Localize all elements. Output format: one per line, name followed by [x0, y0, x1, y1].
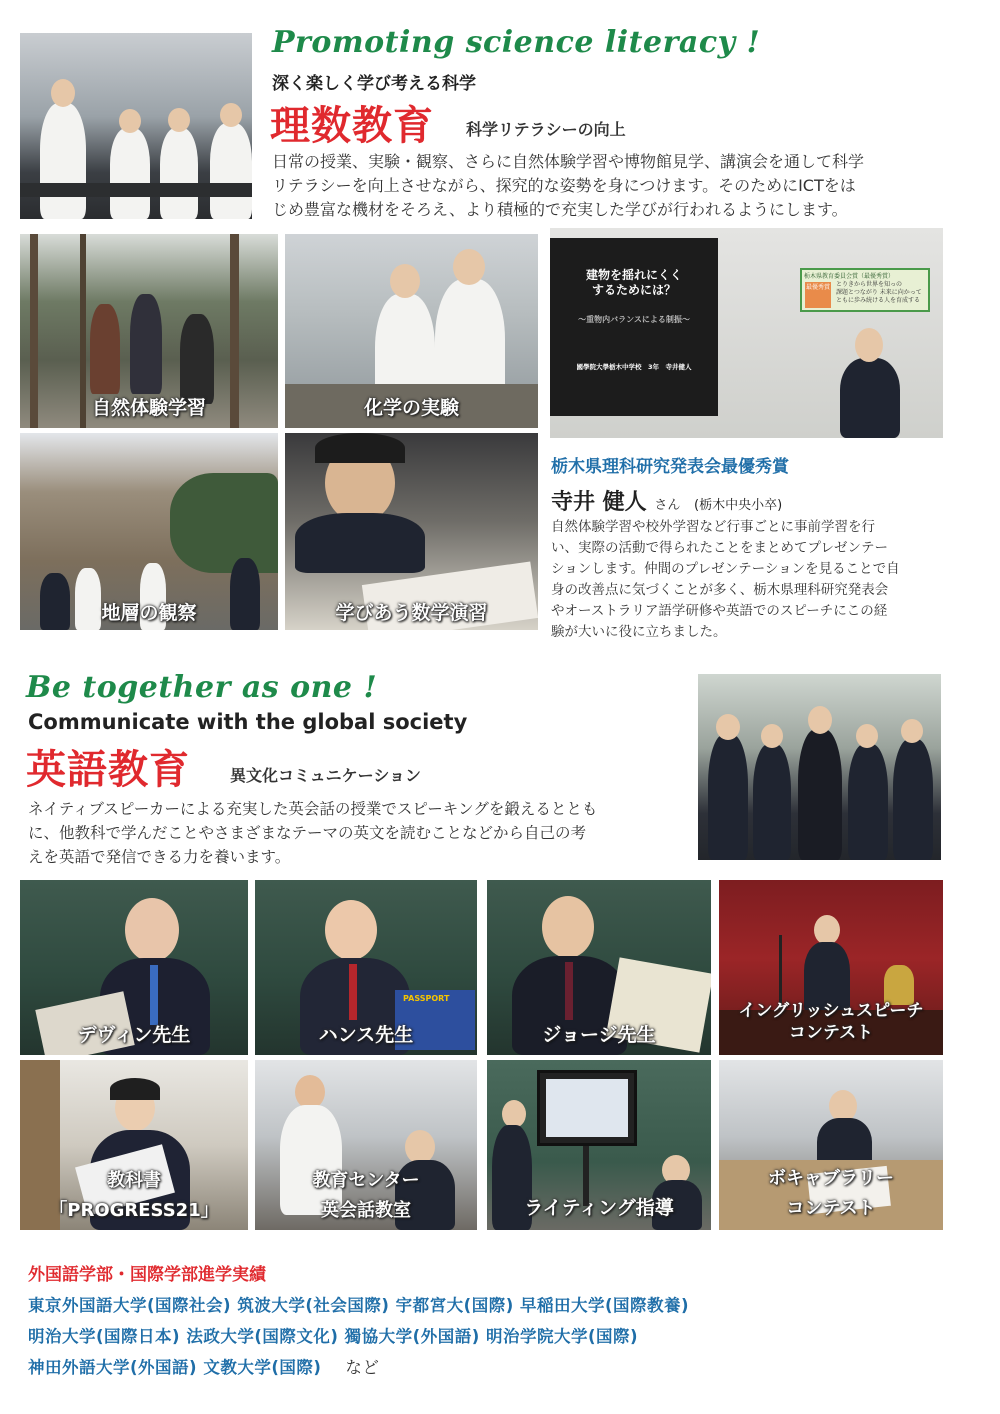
devin-photo [20, 880, 248, 1055]
science-paragraph [272, 150, 972, 222]
student-suffix: さん [654, 498, 681, 513]
results-etc: など [345, 1358, 380, 1377]
english-title: 英語教育 [26, 747, 190, 793]
poster-line: ともに歩み続ける人を育成する [836, 297, 921, 304]
english-title-sub: 異文化コミュニケーション [230, 766, 422, 785]
english-script-title: Be together as one ! [26, 670, 378, 705]
speech-caption-line: イングリッシュスピーチ [738, 1001, 924, 1021]
center-photo [255, 1060, 477, 1230]
testimonial-line: 験が大いに役に立ちました。 [551, 624, 727, 640]
center-caption-line: 教育センター [312, 1170, 420, 1191]
writing-caption: ライティング指導 [524, 1197, 674, 1219]
science-title: 理数教育 [270, 103, 434, 149]
slide-line: するためには？ [591, 283, 676, 297]
math-caption: 学びあう数学演習 [335, 602, 488, 624]
devin-caption: デヴィン先生 [77, 1024, 191, 1046]
testimonial-line: ションします。仲間のプレゼンテーションを見ることで自 [551, 561, 900, 577]
george-caption: ジョージ先生 [542, 1024, 656, 1046]
testimonial [551, 517, 971, 643]
vocab-caption [719, 1164, 943, 1224]
science-title-sub: 科学リテラシーの向上 [466, 120, 626, 139]
results-line-text: 神田外語大学(外国語) 文教大学(国際) [28, 1358, 322, 1377]
presentation-photo [550, 228, 943, 438]
results-line: 明治大学(国際日本) 法政大学(国際文化) 獨協大学(外国語) 明治学院大学(国際) [28, 1327, 639, 1346]
stratum-photo [20, 433, 278, 630]
science-script-title: Promoting science literacy ! [272, 25, 761, 60]
poster-title: 栃木県教育委員会賞（最優秀賞） [804, 273, 895, 280]
testimonial-line: やオーストラリア語学研修や英語でのスピーチにこの経 [551, 603, 888, 619]
center-caption-line: 英会話教室 [321, 1200, 411, 1221]
vocab-caption-line: コンテスト [786, 1198, 876, 1219]
group-photo [698, 674, 941, 860]
science-paragraph-line: 日常の授業、実験・観察、さらに自然体験学習や博物館見学、講演会を通して科学 [272, 152, 865, 171]
textbook-caption [20, 1166, 248, 1226]
speech-caption-line: コンテスト [788, 1023, 874, 1043]
textbook-photo [20, 1060, 248, 1230]
student-school: (栃木中央小卒) [694, 498, 783, 513]
textbook-caption-line: 教科書 [107, 1170, 161, 1191]
testimonial-line: い、実際の活動で得られたことをまとめてプレゼンテー [551, 540, 888, 556]
slide-author: 國學院大學栃木中学校 3年 寺井健人 [576, 363, 692, 371]
vocab-caption-line: ボキャブラリー [768, 1168, 894, 1189]
award-title: 栃木県理科研究発表会最優秀賞 [551, 457, 789, 477]
testimonial-line: 自然体験学習や校外学習など行事ごとに事前学習を行 [551, 519, 875, 535]
textbook-caption-line: 「PROGRESS21」 [49, 1200, 219, 1221]
stratum-caption: 地層の観察 [101, 602, 197, 624]
english-subtitle: Communicate with the global society [28, 710, 468, 734]
poster-line: 課題とつながり 未来に向かって [836, 289, 922, 296]
george-photo [487, 880, 711, 1055]
speech-photo [719, 880, 943, 1055]
chemistry-photo [285, 234, 538, 428]
results-line: 東京外国語大学(国際社会) 筑波大学(社会国際) 宇都宮大(国際) 早稲田大学(国際教養) [28, 1296, 690, 1315]
science-paragraph-line: じめ豊富な機材をそろえ、より積極的で充実した学びが行われるようにします。 [272, 200, 848, 219]
hans-caption: ハンス先生 [318, 1024, 414, 1046]
nature-photo [20, 234, 278, 428]
english-paragraph-line: えを英語で発信できる力を養います。 [28, 848, 291, 866]
student-name: 寺井 健人 [551, 490, 647, 515]
slide-subtitle: ～重物内バランスによる制振～ [578, 315, 690, 324]
hans-photo [255, 880, 477, 1055]
chemistry-caption: 化学の実験 [363, 397, 459, 419]
testimonial-line: 身の改善点に気づくことが多く、栃木県理科研究発表会 [551, 582, 889, 598]
science-paragraph-line: リテラシーを向上させながら、探究的な姿勢を身につけます。そのためにICTをは [272, 176, 856, 195]
magazine-label: PASSPORT [403, 994, 450, 1003]
english-paragraph-line: ネイティブスピーカーによる充実した英会話の授業でスピーキングを鍛えるととも [28, 800, 598, 818]
lab-photo [20, 33, 252, 219]
poster-line: とりきから世界を知っの [836, 281, 903, 288]
results-title: 外国語学部・国際学部進学実績 [28, 1265, 266, 1285]
writing-photo [487, 1060, 711, 1230]
science-subtitle: 深く楽しく学び考える科学 [272, 74, 476, 94]
slide-line: 建物を揺れにくく [585, 268, 682, 282]
student-name-line [551, 485, 782, 516]
math-photo [285, 433, 538, 630]
vocab-photo [719, 1060, 943, 1230]
center-caption [255, 1166, 477, 1226]
english-paragraph-line: に、他教科で学んだことやさまざまなテーマの英文を読むことなどから自己の考 [28, 824, 587, 842]
english-paragraph [28, 797, 688, 869]
speech-caption [719, 1000, 943, 1044]
nature-caption: 自然体験学習 [91, 397, 206, 419]
results-line-last [28, 1354, 379, 1378]
poster-badge: 最優秀賞 [805, 282, 831, 308]
